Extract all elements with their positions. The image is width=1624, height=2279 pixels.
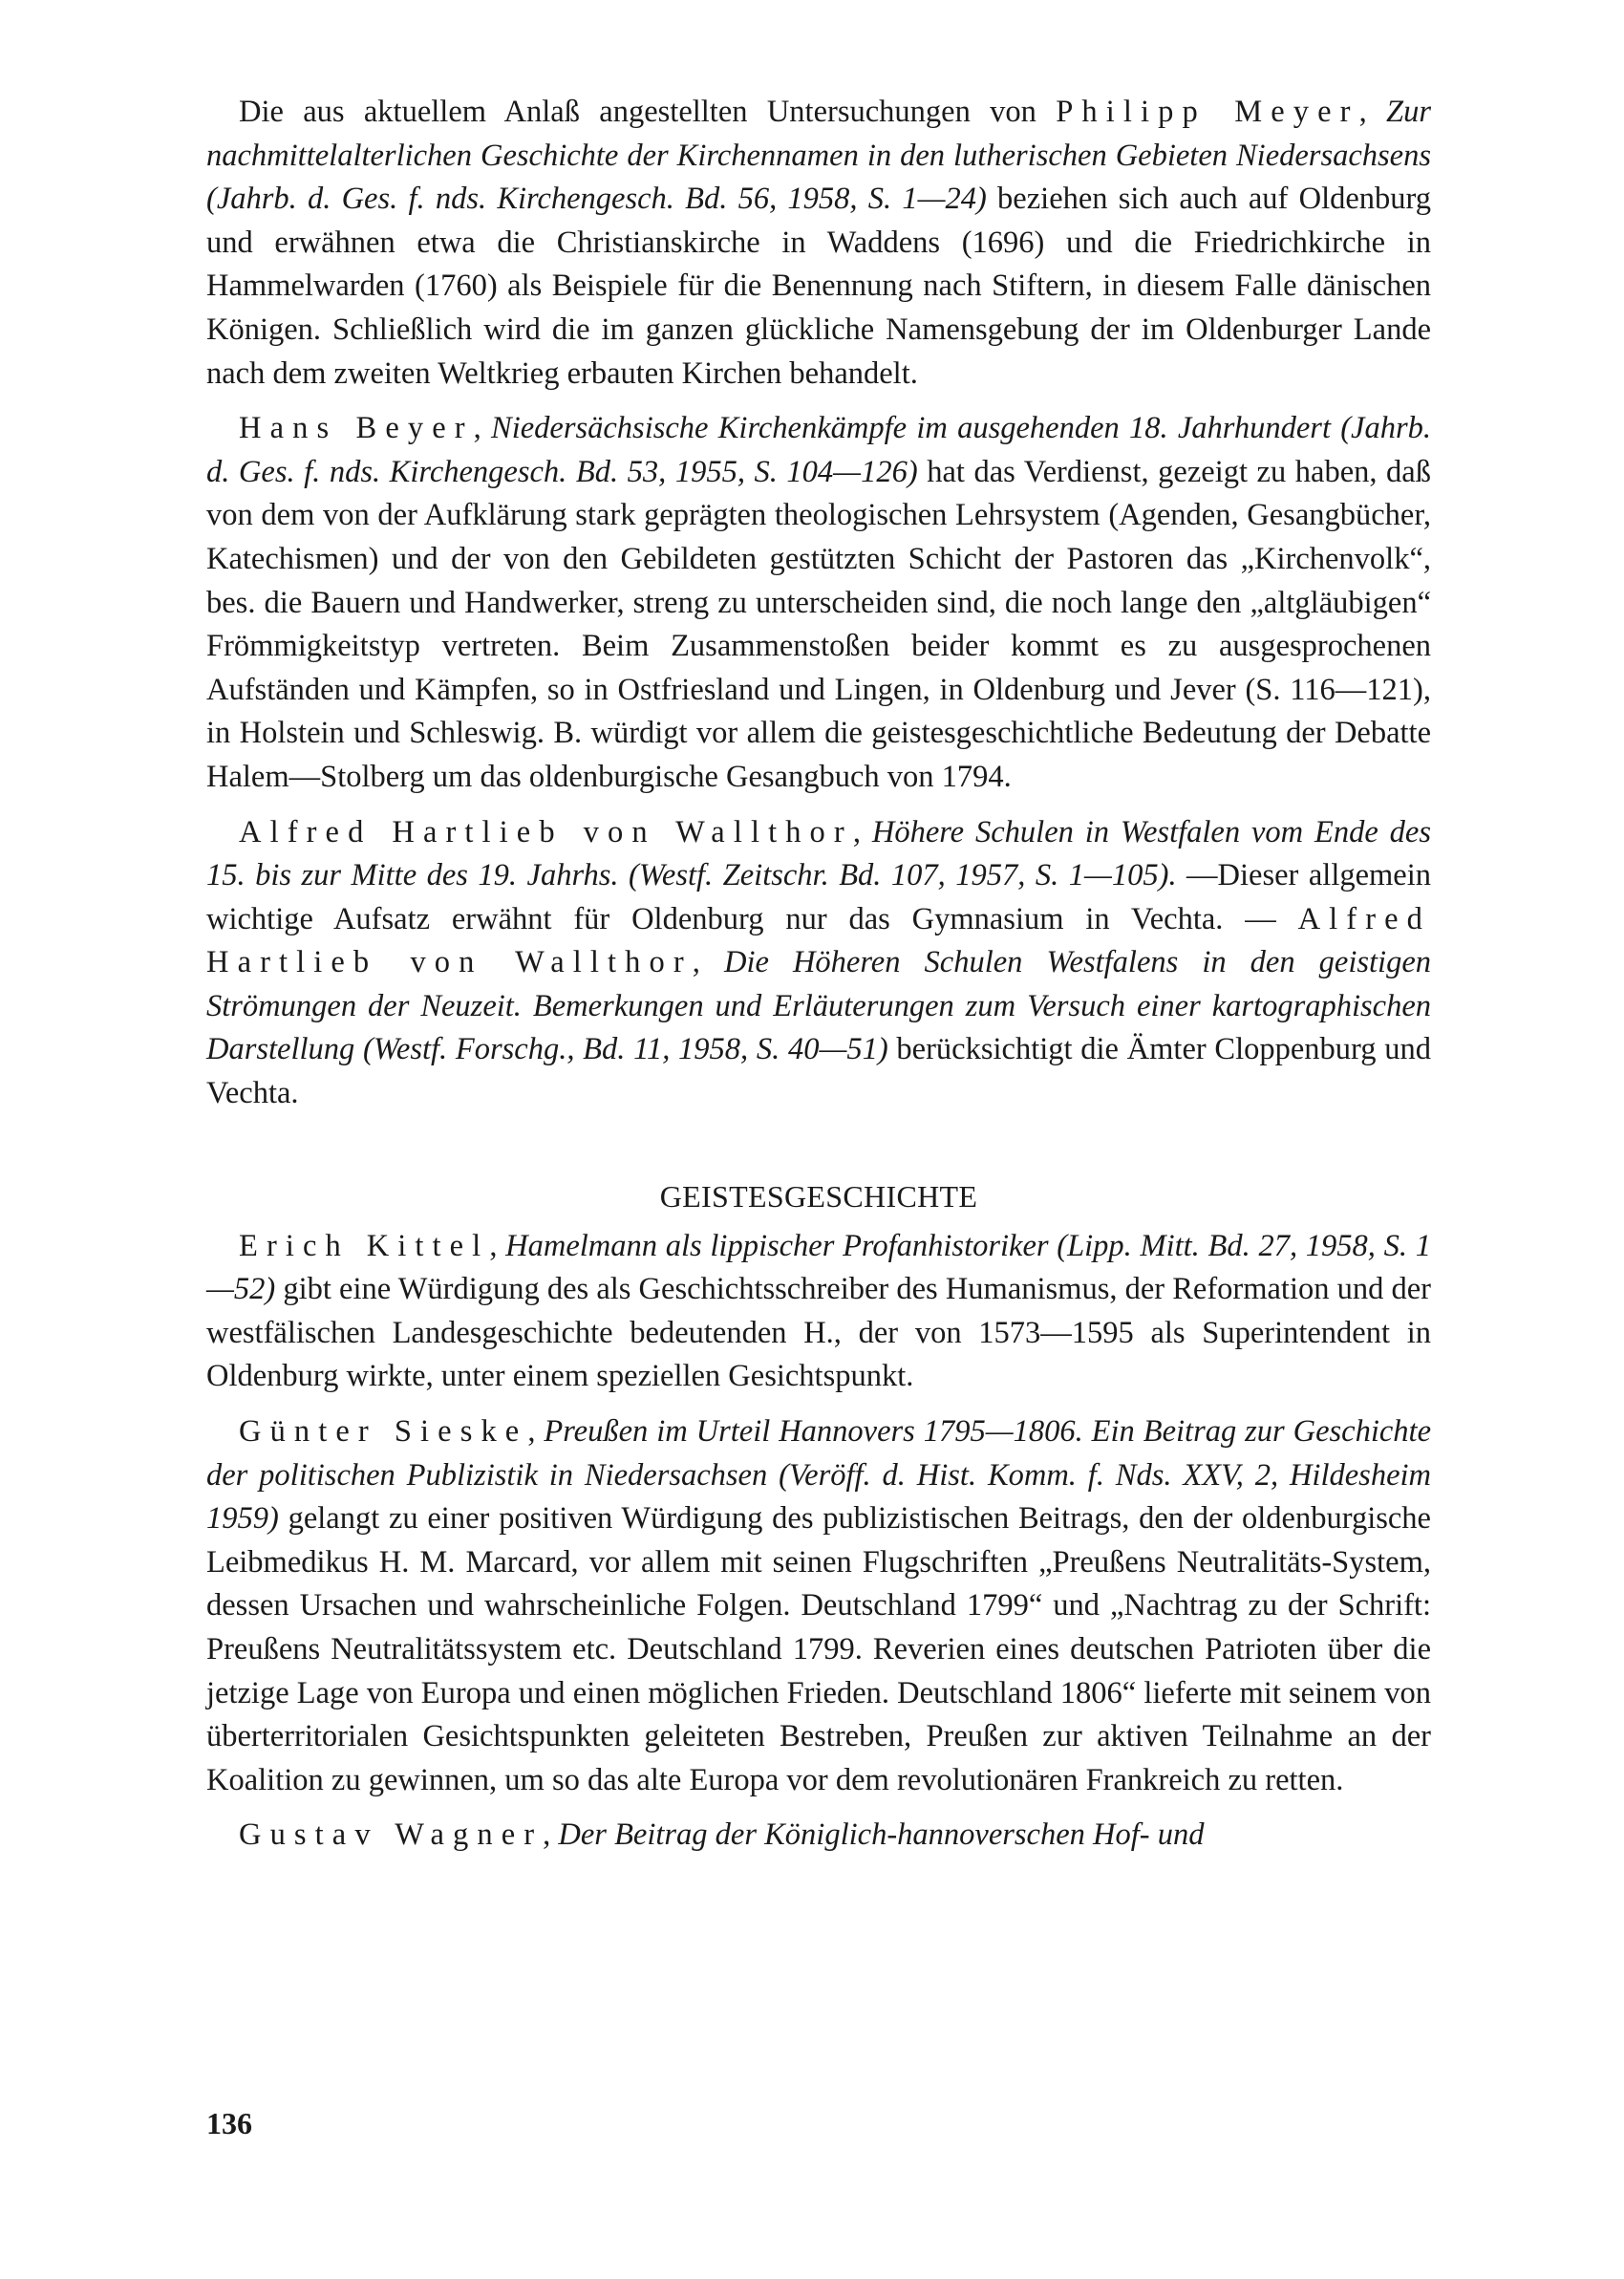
text-run: , [489, 1228, 506, 1263]
work-title: Höhere Schulen in Westfalen vom Ende des 15. bis zur Mitte des 19. Jahrhs. (Westf. Zeitschr. Bd. 107, 1957, S. 1—105). [206, 814, 1431, 893]
paragraph-kittel [206, 1225, 1431, 1399]
section-heading: GEISTESGESCHICHTE [659, 1178, 978, 1214]
author-name: Alfred Hartlieb von Wallthor [239, 814, 853, 849]
text-run: gibt eine Würdigung des als Geschichtsschreiber des Humanismus, der Reformation und der westfälischen Landesgeschichte bedeutenden H., der von 1573—1595 als Superintendent in Oldenburg wirkte, unter einem speziellen Gesichtspunkt. [206, 1272, 1431, 1394]
text-run: —Dieser allgemein wichtige Aufsatz erwähnt für Oldenburg nur das Gymnasium in Vechta. — [206, 858, 1432, 936]
text-run: hat das Verdienst, gezeigt zu haben, daß von dem von der Aufklärung stark geprägten theologischen Lehrsystem (Agenden, Gesangbücher, Katechismen) und der von den Gebildeten gestützten Schicht der Pastoren das „Kirchenvolk“, bes. die Bauern und Handwerker, streng zu unterscheiden sind, die noch lange den „altgläubigen“ Frömmigkeitstyp vertreten. Beim Zusammenstoßen beider kommt es zu ausgesprochenen Aufständen und Kämpfen, so in Ostfriesland und Lingen, in Oldenburg und Jever (S. 116—121), in Holstein und Schleswig. B. würdigt vor allem die geistesgeschichtliche Bedeutung der Debatte Halem—Stolberg um das oldenburgische Gesangbuch von 1794. [206, 454, 1431, 794]
author-name: Gustav Wagner [239, 1817, 544, 1853]
text-run: , [527, 1414, 545, 1450]
work-title: Niedersächsische Kirchenkämpfe im ausgehenden 18. Jahrhundert (Jahrb. d. Ges. f. nds. Kirchengesch. Bd. 53, 1955, S. 104—126) [206, 411, 1431, 489]
page-number: 136 [206, 2106, 252, 2140]
paragraph-wagner [206, 1814, 1431, 1858]
work-title: Die Höheren Schulen Westfalens in den geistigen Strömungen der Neuzeit. Bemerkungen und Erläuterungen zum Versuch einer kartographischen Darstellung (Westf. Forschg., Bd. 11, 1958, S. 40—51) [206, 945, 1432, 1067]
text-run: , [473, 411, 492, 446]
author-name: Alfred Hartlieb von Wallthor [206, 901, 1431, 980]
text-run: berücksichtigt die Ämter Cloppenburg und Vechta. [206, 1032, 1431, 1111]
text-run: Die aus aktuellem Anlaß angestellten Untersuchungen von [239, 95, 1057, 129]
work-title: Der Beitrag der Königlich-hannoverschen Hof- und [558, 1817, 1205, 1853]
author-name: Erich Kittel [239, 1228, 490, 1263]
paragraph-sieske [206, 1410, 1431, 1802]
paragraph-beyer [206, 407, 1431, 799]
author-name: Günter Sieske [239, 1414, 528, 1450]
page-body [206, 91, 1431, 1869]
author-name: Hans Beyer [239, 411, 474, 446]
text-run: , [692, 945, 724, 980]
text-run: gelangt zu einer positiven Würdigung des publizistischen Beitrags, den der oldenburgische Leibmedikus H. M. Marcard, vor allem mit seinen Flugschriften „Preußens Neutralitäts-System, dessen Ursachen und wahrscheinliche Folgen. Deutschland 1799“ und „Nachtrag zu der Schrift: Preußens Neutralitätssystem etc. Deutschland 1799. Reverien eines deutschen Patrioten über die jetzige Lage von Europa und einen möglichen Frieden. Deutschland 1806“ lieferte mit seinem von überterritorialen Gesichtspunkten geleiteten Bestreben, Preußen zur aktiven Teilnahme an der Koalition zu gewinnen, um so das alte Europa vor dem revolutionären Frankreich zu retten. [206, 1501, 1431, 1797]
text-run: , [1358, 95, 1387, 129]
work-title: Preußen im Urteil Hannovers 1795—1806. Ein Beitrag zur Geschichte der politischen Publizistik in Niedersachsen (Veröff. d. Hist. Komm. f. Nds. XXV, 2, Hildesheim 1959) [206, 1414, 1431, 1537]
paragraph-meyer [206, 91, 1431, 396]
work-title: Zur nachmittelalterlichen Geschichte der Kirchennamen in den lutherischen Gebieten Niedersachsens (Jahrb. d. Ges. f. nds. Kirchengesch. Bd. 56, 1958, S. 1—24) [206, 95, 1431, 217]
text-run: , [543, 1817, 559, 1853]
work-title: Hamelmann als lippischer Profanhistoriker (Lipp. Mitt. Bd. 27, 1958, S. 1—52) [206, 1228, 1431, 1307]
text-run: , [852, 814, 872, 849]
author-name: Philipp Meyer [1056, 95, 1359, 129]
text-run: beziehen sich auch auf Oldenburg und erwähnen etwa die Christianskirche in Waddens (1696) und die Friedrichkirche in Hammelwarden (1760) als Beispiele für die Benennung nach Stiftern, in diesem Falle dänischen Königen. Schließlich wird die im ganzen glückliche Namensgebung der im Oldenburger Lande nach dem zweiten Weltkrieg erbauten Kirchen behandelt. [206, 182, 1432, 391]
paragraph-wallthor [206, 811, 1431, 1116]
